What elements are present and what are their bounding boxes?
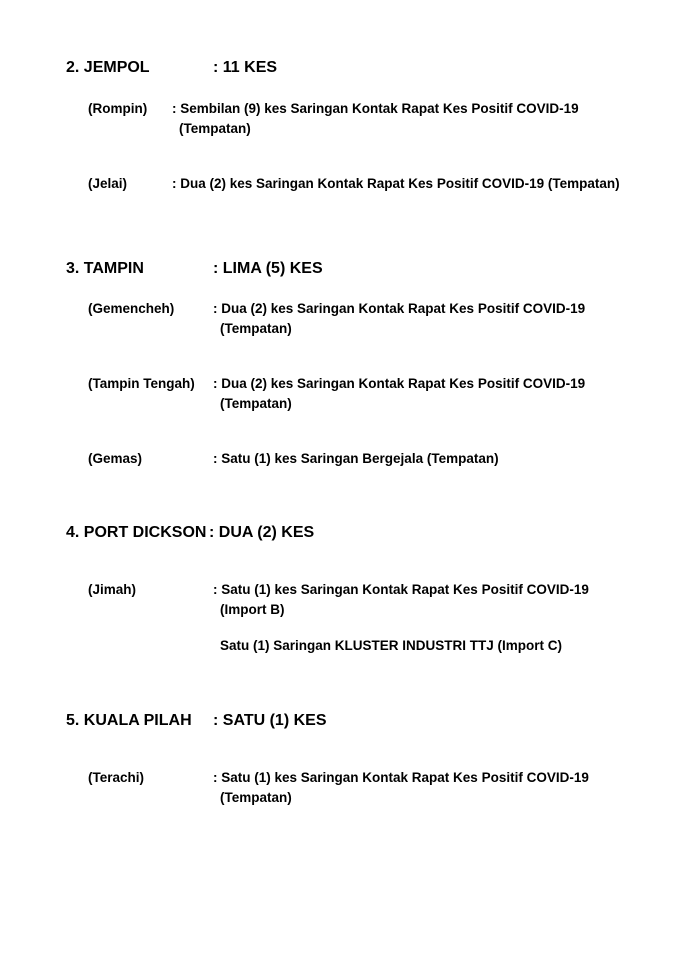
district-case-count: : DUA (2) KES xyxy=(209,524,315,541)
area-name: (Rompin) xyxy=(88,101,148,116)
district-title: 2. JEMPOL xyxy=(66,59,150,76)
description-line: (Tempatan) xyxy=(179,120,251,136)
area-name: (Gemas) xyxy=(88,451,143,466)
description-line: : Dua (2) kes Saringan Kontak Rapat Kes Positif COVID-19 xyxy=(213,376,586,391)
description-line: (Tempatan) xyxy=(220,395,292,411)
description-line: : Sembilan (9) kes Saringan Kontak Rapat Kes Positif COVID-19 xyxy=(172,101,579,116)
description-line: : Satu (1) kes Saringan Bergejala (Tempatan) xyxy=(213,451,499,466)
description-line: : Dua (2) kes Saringan Kontak Rapat Kes Positif COVID-19 (Tempatan) xyxy=(172,176,620,191)
district-title: 3. TAMPIN xyxy=(66,260,144,277)
district-case-count: : SATU (1) KES xyxy=(213,712,327,729)
area-name: (Jimah) xyxy=(88,582,137,597)
district-title: 5. KUALA PILAH xyxy=(66,712,192,729)
description-line: (Tempatan) xyxy=(220,320,292,336)
area-description xyxy=(213,299,585,338)
description-line: : Satu (1) kes Saringan Kontak Rapat Kes Positif COVID-19 xyxy=(213,770,589,785)
district-title: 4. PORT DICKSON xyxy=(66,524,207,541)
description-line: (Tempatan) xyxy=(220,789,292,805)
area-description xyxy=(213,580,589,619)
area-description xyxy=(172,99,579,138)
description-line: Satu (1) Saringan KLUSTER INDUSTRI TTJ (Import C) xyxy=(220,638,563,653)
area-description xyxy=(213,374,585,413)
area-description xyxy=(172,174,620,194)
area-name: (Terachi) xyxy=(88,770,145,785)
district-case-count: : 11 KES xyxy=(213,59,278,76)
description-line: (Import B) xyxy=(220,601,285,617)
area-name: (Gemencheh) xyxy=(88,301,175,316)
description-line: : Satu (1) kes Saringan Kontak Rapat Kes Positif COVID-19 xyxy=(213,582,589,597)
area-description xyxy=(213,768,589,807)
area-name: (Tampin Tengah) xyxy=(88,376,195,391)
district-case-count: : LIMA (5) KES xyxy=(213,260,323,277)
area-name: (Jelai) xyxy=(88,176,128,191)
area-description xyxy=(220,636,562,656)
description-line: : Dua (2) kes Saringan Kontak Rapat Kes Positif COVID-19 xyxy=(213,301,586,316)
area-description xyxy=(213,449,499,469)
